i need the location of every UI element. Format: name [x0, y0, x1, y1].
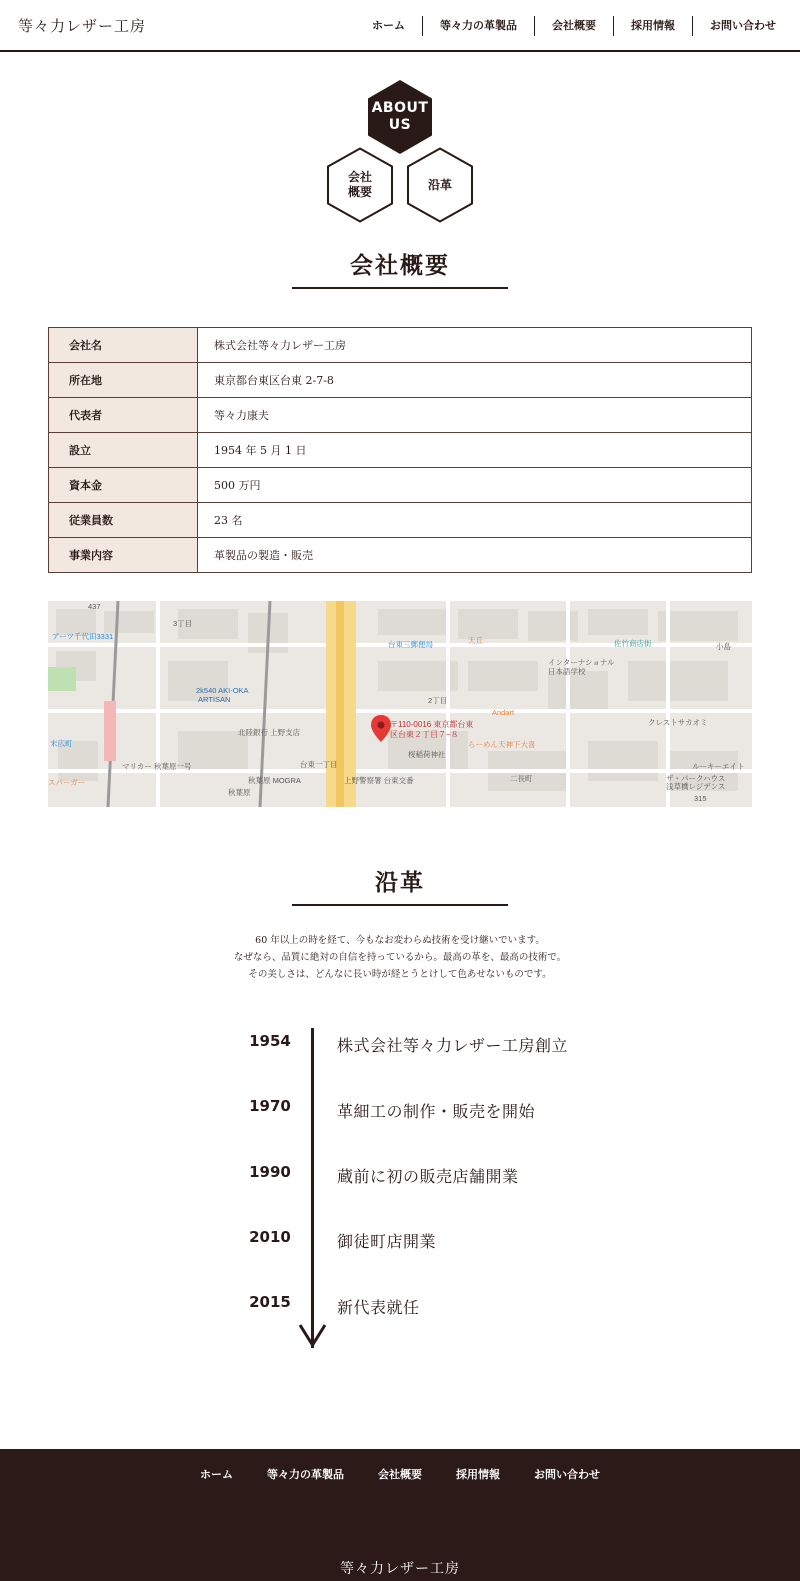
svg-text:3丁目: 3丁目: [173, 619, 193, 628]
svg-text:スパーガー: スパーガー: [48, 778, 86, 787]
nav-recruit[interactable]: 採用情報: [614, 16, 693, 36]
svg-text:二長町: 二長町: [510, 774, 533, 783]
footer-nav-recruit[interactable]: 採用情報: [456, 1468, 500, 1481]
svg-text:天丘: 天丘: [468, 636, 483, 645]
svg-text:アーツ千代田3331: アーツ千代田3331: [52, 632, 114, 641]
svg-text:日本語学校: 日本語学校: [548, 667, 586, 676]
company-section-title: 会社概要: [350, 252, 450, 279]
svg-text:桜稲荷神社: 桜稲荷神社: [408, 750, 446, 759]
row-label: 所在地: [49, 363, 198, 398]
footer-nav-home[interactable]: ホーム: [200, 1468, 233, 1481]
row-value: 東京都台東区台東 2-7-8: [198, 363, 752, 398]
nav-company[interactable]: 会社概要: [535, 16, 614, 36]
about-us-label: ABOUT US: [371, 100, 429, 133]
svg-text:台東三郵便局: 台東三郵便局: [388, 640, 433, 649]
row-label: 従業員数: [49, 503, 198, 538]
svg-text:末広町: 末広町: [50, 739, 73, 748]
footer-nav-products[interactable]: 等々力の革製品: [267, 1468, 344, 1481]
svg-text:ルーキーエイト: ルーキーエイト: [692, 762, 745, 771]
svg-text:秋葉原: 秋葉原: [228, 788, 251, 797]
table-row: [49, 538, 752, 573]
table-row: [49, 328, 752, 363]
table-row: [49, 503, 752, 538]
row-value: 1954 年 5 月 1 日: [198, 433, 752, 468]
history-intro-line: 60 年以上の時を経て、今もなお変わらぬ技術を受け継いでいます。: [255, 935, 545, 946]
row-value: 500 万円: [198, 468, 752, 503]
nav-products[interactable]: 等々力の革製品: [423, 16, 535, 36]
site-footer: [0, 1449, 800, 1581]
main-nav: [355, 16, 780, 36]
row-value: 革製品の製造・販売: [214, 549, 313, 562]
svg-text:437: 437: [88, 602, 101, 611]
row-label: 事業内容: [49, 538, 198, 573]
svg-text:2k540 AKI-OKA: 2k540 AKI-OKA: [196, 686, 249, 695]
svg-text:インターナショナル: インターナショナル: [548, 658, 615, 667]
svg-text:クレストサカオミ: クレストサカオミ: [648, 718, 708, 727]
row-label: 設立: [49, 433, 198, 468]
table-row: [49, 468, 752, 503]
timeline-event: 株式会社等々力レザー工房創立: [337, 1036, 569, 1055]
svg-text:小島: 小島: [716, 642, 731, 651]
nav-home[interactable]: ホーム: [355, 16, 423, 36]
history-hexagon-label: 沿革: [427, 177, 452, 192]
table-row: [49, 363, 752, 398]
timeline-year: 1970: [249, 1097, 291, 1115]
svg-text:上野警察署 台東交番: 上野警察署 台東交番: [344, 776, 414, 785]
footer-nav-contact[interactable]: お問い合わせ: [534, 1468, 600, 1481]
footer-nav: [0, 1466, 800, 1482]
about-us-hexagon: [366, 79, 434, 155]
svg-text:区台東２丁目７−８: 区台東２丁目７−８: [390, 730, 459, 739]
company-hexagon-label: 会社 概要: [347, 170, 372, 199]
timeline-year: 2015: [249, 1293, 291, 1311]
location-map[interactable]: [48, 601, 752, 807]
history-intro-line: その美しさは、どんなに長い時が経とうとけして色あせないものです。: [248, 969, 552, 980]
row-value: 等々力康夫: [198, 398, 752, 433]
history-intro: [0, 932, 800, 983]
timeline-event: 新代表就任: [337, 1298, 420, 1317]
timeline-year: 2010: [249, 1228, 291, 1246]
timeline-event: 革細工の制作・販売を開始: [337, 1102, 536, 1121]
svg-text:秋葉原 MOGRA: 秋葉原 MOGRA: [248, 776, 301, 785]
company-info-table: [48, 327, 752, 573]
history-title-underline: [292, 904, 508, 906]
row-label: 資本金: [49, 468, 198, 503]
svg-text:北陸銀行 上野支店: 北陸銀行 上野支店: [238, 728, 301, 737]
svg-text:らーめん天神下大喜: らーめん天神下大喜: [468, 740, 536, 749]
row-value: 株式会社等々力レザー工房: [198, 328, 752, 363]
timeline-event: 蔵前に初の販売店舗開業: [337, 1167, 519, 1186]
table-row: [49, 398, 752, 433]
svg-text:ザ・パークハウス: ザ・パークハウス: [666, 774, 726, 783]
site-logo[interactable]: 等々力レザー工房: [18, 17, 147, 35]
footer-nav-company[interactable]: 会社概要: [378, 1468, 422, 1481]
nav-contact[interactable]: お問い合わせ: [710, 19, 776, 32]
timeline-year: 1990: [249, 1163, 291, 1181]
timeline-event: 御徒町店開業: [337, 1232, 437, 1251]
row-value: 23 名: [198, 503, 752, 538]
history-hexagon-button[interactable]: [406, 147, 474, 223]
svg-text:台東一丁目: 台東一丁目: [300, 760, 338, 769]
site-header: [0, 0, 800, 52]
svg-text:Andart: Andart: [492, 708, 515, 717]
svg-text:ARTISAN: ARTISAN: [198, 695, 231, 704]
timeline-year: 1954: [249, 1032, 291, 1050]
map-pin-icon[interactable]: [371, 715, 391, 743]
timeline-line: [311, 1028, 314, 1348]
history-section-title: 沿革: [375, 869, 425, 896]
timeline-arrow-icon: [298, 1322, 326, 1352]
company-title-underline: [292, 287, 508, 289]
history-intro-line: なぜなら、品質に絶対の自信を持っているから。最高の革を、最高の技術で。: [233, 952, 567, 963]
row-label: 代表者: [49, 398, 198, 433]
company-hexagon-button[interactable]: [326, 147, 394, 223]
svg-text:〒110-0016 東京都台東: 〒110-0016 東京都台東: [390, 720, 474, 729]
svg-text:2丁目: 2丁目: [428, 696, 448, 705]
svg-text:佐竹商店街: 佐竹商店街: [614, 639, 652, 648]
row-label: 会社名: [49, 328, 198, 363]
svg-text:315: 315: [694, 794, 707, 803]
footer-logo[interactable]: 等々力レザー工房: [340, 1561, 460, 1577]
svg-text:浅草橋レジデンス: 浅草橋レジデンス: [666, 782, 726, 791]
svg-text:マリカー 秋葉原一号: マリカー 秋葉原一号: [122, 762, 192, 771]
table-row: [49, 433, 752, 468]
